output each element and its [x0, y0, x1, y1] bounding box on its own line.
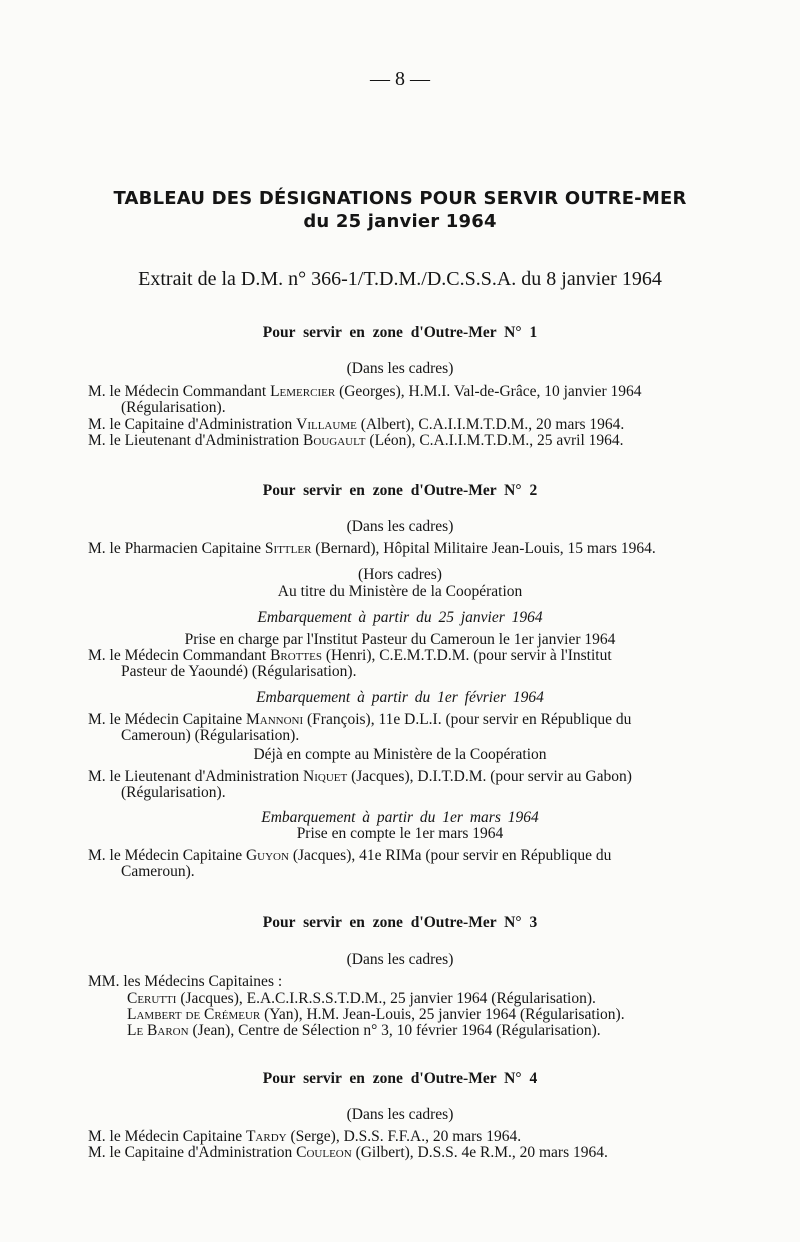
embarquement-25-janvier: Embarquement à partir du 25 janvier 1964: [257, 609, 543, 626]
embarquement-1-fevrier: Embarquement à partir du 1er février 1964: [256, 689, 544, 706]
section-4-subheading: (Dans les cadres): [346, 1106, 454, 1123]
entry-villaume: M. le Capitaine d'Administration Villaume (Albert), C.A.I.I.M.T.D.M., 20 mars 1964.: [88, 416, 625, 433]
section-3-subheading: (Dans les cadres): [346, 951, 454, 968]
entry-lemercier: M. le Médecin Commandant Lemercier (Georges), H.M.I. Val-de-Grâce, 10 janvier 1964: [88, 383, 642, 400]
section-4-heading: Pour servir en zone d'Outre-Mer N° 4: [262, 1070, 538, 1087]
deja-en-compte: Déjà en compte au Ministère de la Coopération: [253, 746, 547, 763]
entry-sittler: M. le Pharmacien Capitaine Sittler (Bernard), Hôpital Militaire Jean-Louis, 15 mars 1964.: [88, 540, 656, 557]
prise-en-compte: Prise en compte le 1er mars 1964: [296, 825, 504, 842]
entry-couleon: M. le Capitaine d'Administration Couleon (Gilbert), D.S.S. 4e R.M., 20 mars 1964.: [88, 1144, 608, 1161]
entry-guyon: M. le Médecin Capitaine Guyon (Jacques), 41e RIMa (pour servir en République du: [88, 847, 612, 864]
section-3-heading: Pour servir en zone d'Outre-Mer N° 3: [262, 914, 538, 931]
embarquement-1-mars: Embarquement à partir du 1er mars 1964: [261, 809, 539, 826]
section-1-subheading: (Dans les cadres): [346, 360, 454, 377]
entry-lemercier-cont: (Régularisation).: [121, 399, 226, 416]
page-number: — 8 —: [370, 68, 430, 90]
entry-lambert-de-cremeur: Lambert de Crémeur (Yan), H.M. Jean-Louis, 25 janvier 1964 (Régularisation).: [127, 1006, 625, 1023]
prise-en-charge: Prise en charge par l'Institut Pasteur du Cameroun le 1er janvier 1964: [184, 631, 616, 648]
entry-cerutti: Cerutti (Jacques), E.A.C.I.R.S.S.T.D.M., 25 janvier 1964 (Régularisation).: [127, 990, 596, 1007]
section-2-heading: Pour servir en zone d'Outre-Mer N° 2: [262, 482, 538, 499]
entry-tardy: M. le Médecin Capitaine Tardy (Serge), D.S.S. F.F.A., 20 mars 1964.: [88, 1128, 522, 1145]
hors-cadres: (Hors cadres): [358, 566, 442, 583]
section-2-subheading: (Dans les cadres): [346, 518, 454, 535]
entry-niquet-cont: (Régularisation).: [121, 784, 226, 801]
entry-bougault: M. le Lieutenant d'Administration Bougault (Léon), C.A.I.I.M.T.D.M., 25 avril 1964.: [88, 432, 624, 449]
extract-reference: Extrait de la D.M. n° 366-1/T.D.M./D.C.S.S.A. du 8 janvier 1964: [138, 268, 662, 290]
section-1-heading: Pour servir en zone d'Outre-Mer N° 1: [262, 324, 538, 341]
medecins-capitaines-intro: MM. les Médecins Capitaines :: [88, 973, 283, 990]
entry-mannoni: M. le Médecin Capitaine Mannoni (François), 11e D.L.I. (pour servir en République du: [88, 711, 632, 728]
document-title: TABLEAU DES DÉSIGNATIONS POUR SERVIR OUTRE-MER: [113, 188, 687, 209]
entry-le-baron: Le Baron (Jean), Centre de Sélection n° 3, 10 février 1964 (Régularisation).: [127, 1022, 601, 1039]
entry-brottes: M. le Médecin Commandant Brottes (Henri), C.E.M.T.D.M. (pour servir à l'Institut: [88, 647, 612, 664]
document-date: du 25 janvier 1964: [303, 211, 497, 232]
ministere-cooperation: Au titre du Ministère de la Coopération: [277, 583, 523, 600]
entry-brottes-cont: Pasteur de Yaoundé) (Régularisation).: [121, 663, 357, 680]
entry-mannoni-cont: Cameroun) (Régularisation).: [121, 727, 300, 744]
entry-guyon-cont: Cameroun).: [121, 863, 195, 880]
entry-niquet: M. le Lieutenant d'Administration Niquet (Jacques), D.I.T.D.M. (pour servir au Gabon): [88, 768, 632, 785]
